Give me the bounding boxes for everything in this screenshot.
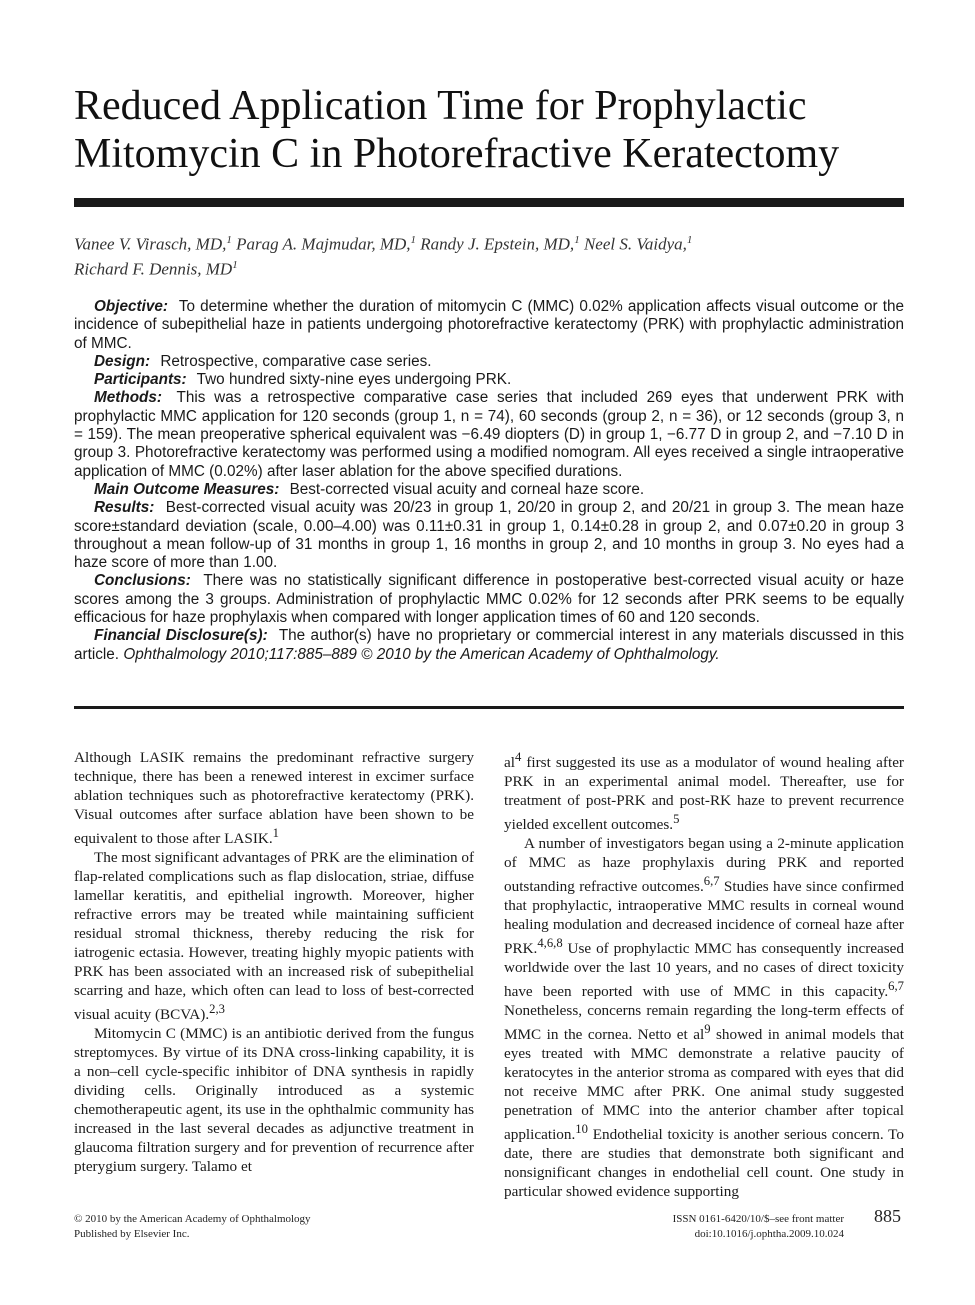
abstract-results [74,499,904,572]
journal-citation: Ophthalmology 2010;117:885–889 © 2010 by the American Academy of Ophthalmology. [123,645,720,663]
author-name: Vanee V. Virasch, MD, [74,234,227,254]
abstract-text: Retrospective, comparative case series. [160,352,432,370]
paragraph-text: The most significant advantages of PRK are the elimination of flap-related complications such as flap dislocation, striae, diffuse lamellar keratitis, and epithelial ingrowth. Moreover, higher refractive errors may be treated while maintaining sufficient residual stromal thickness, thereby reducing the risk for iatrogenic ectasia. However, treating highly myopic patients with PRK has been associated with an increased risk of subepithelial scarring and haze, which often can lead to loss of best-corrected visual acuity (BCVA). [74,849,475,1024]
body-column-left [74,748,474,1176]
author-name: Richard F. Dennis, MD [74,259,233,279]
affiliation-marker: 1 [686,234,693,246]
author-name: Parag A. Majmudar, MD, [236,234,411,254]
abstract [74,298,904,664]
body-paragraph [74,1024,474,1176]
body-paragraph [504,748,904,834]
affiliation-marker: 1 [226,234,232,246]
abstract-label: Conclusions: [94,572,191,590]
abstract-text: This was a retrospective comparative case series that included 269 eyes that underwent PRK with prophylactic MMC application for 120 seconds (group 1, n = 74), 60 seconds (group 2, n = 36), or 12 seconds (group 3, n = 159). The mean preoperative spherical equivalent was −6.49 diopters (D) in group 1, −6.77 D in group 2, and −7.10 D in group 3. Photorefractive keratectomy was performed using a modified nomogram. All eyes received a single intraoperative application of MMC (0.02%) after laser ablation for the above specified durations. [74,389,904,480]
paragraph-text: showed in animal models that eyes treated with MMC demonstrate a relative paucity of keratocytes in the anterior stroma as compared with eyes that did not receive MMC after PRK. One animal study suggested penetration of MMC into the anterior chamber after topical application. [504,1026,904,1144]
affiliation-marker: 1 [232,258,238,271]
affiliation-marker: 1 [574,234,580,246]
abstract-text: The author(s) have no proprietary or commercial interest in any materials discussed in this article. [74,627,904,663]
paragraph-text: Mitomycin C (MMC) is an antibiotic derived from the fungus streptomyces. By virtue of its DNA cross-linking capability, it is a non–cell cycle-specific inhibitor of DNA synthesis in rapidly dividing cells. Originally introduced as a systemic chemotherapeutic agent, its use in the ophthalmic community has increased in the last several decades as adjunctive treatment in glaucoma filtration surgery and for prevention of recurrence after pterygium surgery. Talamo et [74,1025,474,1176]
reference-marker: 5 [673,812,680,827]
reference-marker: 1 [272,826,279,840]
paragraph-text: Studies have since confirmed that prophylactic, intraoperative MMC results in corneal wound healing modulation and decreased incidence of corneal haze after PRK. [504,878,904,958]
paragraph-text: Nonetheless, concerns remain regarding the long-term effects of MMC in the cornea. Netto et al [504,1002,904,1044]
reference-marker: 10 [575,1122,588,1137]
footer-copyright [74,1212,311,1242]
paragraph-text: Although LASIK remains the predominant refractive surgery technique, there has been a renewed interest in excimer surface ablation techniques such as photorefractive keratectomy (PRK). Visual outcomes after surface ablation have been shown to be equivalent to those after LASIK. [74,749,474,848]
abstract-objective [74,298,904,353]
abstract-label: Objective: [94,298,168,315]
author-list [74,230,904,279]
abstract-text: There was no statistically significant difference in postoperative best-corrected visual acuity or haze scores among the 3 groups. Administration of prophylactic MMC 0.02% for 12 seconds after PRK seems to be equally efficacious for haze prophylaxis when compared with longer application times of 60 and 120 seconds. [74,572,904,627]
abstract-label: Design: [94,352,151,370]
abstract-participants [74,371,904,389]
abstract-label: Methods: [94,389,162,407]
paragraph-text: Endothelial toxicity is another serious concern. To date, there are studies that demonstrate both significant and nonsignificant changes in endothelial cell count. One study in particular showed evidence supporting [504,1126,904,1201]
reference-marker: 4,6,8 [537,936,563,951]
article-title [74,82,914,178]
abstract-label: Financial Disclosure(s): [94,627,268,645]
reference-marker: 4 [514,750,522,764]
author-name: Neel S. Vaidya, [583,234,687,254]
author-name: Randy J. Epstein, MD, [420,234,575,254]
affiliation-marker: 1 [410,234,417,246]
reference-marker: 6,7 [888,979,904,994]
reference-marker: 2,3 [209,1002,225,1017]
body-paragraph [504,834,904,1201]
title-line-2: Mitomycin C in Photorefractive Keratectomy [74,131,840,177]
abstract-label: Results: [94,499,155,517]
body-paragraph [74,748,474,848]
abstract-text: Two hundred sixty-nine eyes undergoing PRK. [196,371,512,389]
paragraph-text: Use of prophylactic MMC has consequently increased worldwide over the last 10 years, and no cases of direct toxicity have been reported with use of MMC in this capacity. [504,940,904,1001]
body-column-right [504,748,904,1201]
abstract-label: Main Outcome Measures: [94,480,280,498]
footer-identifiers [673,1212,844,1242]
abstract-design [74,353,904,371]
paragraph-text: A number of investigators began using a 2-minute application of MMC as haze prophylaxis during PRK and reported outstanding refractive outcomes. [504,835,904,896]
body-paragraph [74,848,474,1024]
title-line-1: Reduced Application Time for Prophylactic [74,83,807,129]
reference-marker: 6,7 [703,874,720,889]
reference-marker: 9 [704,1022,711,1037]
page-number: 885 [874,1206,901,1226]
abstract-rule [74,706,904,709]
abstract-outcome [74,481,904,499]
abstract-label: Participants: [94,371,187,389]
abstract-methods [74,389,904,480]
title-rule [74,198,904,207]
abstract-conclusions [74,572,904,627]
doi-text: doi:10.1016/j.ophtha.2009.10.024 [694,1228,844,1240]
abstract-text: Best-corrected visual acuity and corneal haze score. [289,480,645,498]
publisher-text: Published by Elsevier Inc. [74,1228,190,1240]
abstract-text: Best-corrected visual acuity was 20/23 in group 1, 20/20 in group 2, and 20/21 in group 3. The mean haze score±standard deviation (scale, 0.00–4.00) was 0.11±0.31 in group 1, 0.14±0.28 in group 2, and 0.07±0.20 in group 3 throughout a mean follow-up of 31 months in group 1, 16 months in group 2, and 10 months in group 3. No eyes had a haze score of more than 1.00. [74,499,904,572]
paragraph-text: first suggested its use as a modulator of wound healing after PRK in an experimental animal model. Thereafter, use for treatment of post-PRK and post-RK haze to prevent recurrence yielded excellent outcomes. [504,754,904,834]
paragraph-text: al [504,754,515,772]
issn-text: ISSN 0161-6420/10/$–see front matter [672,1213,844,1225]
abstract-text: To determine whether the duration of mitomycin C (MMC) 0.02% application affects visual outcome or the incidence of subepithelial haze in patients undergoing photorefractive keratectomy (PRK) with prophylactic administration of MMC. [74,298,904,352]
author-line-2 [74,255,904,280]
copyright-text: © 2010 by the American Academy of Ophthalmology [74,1213,311,1225]
abstract-disclosure [74,627,904,664]
author-line-1 [74,230,904,255]
